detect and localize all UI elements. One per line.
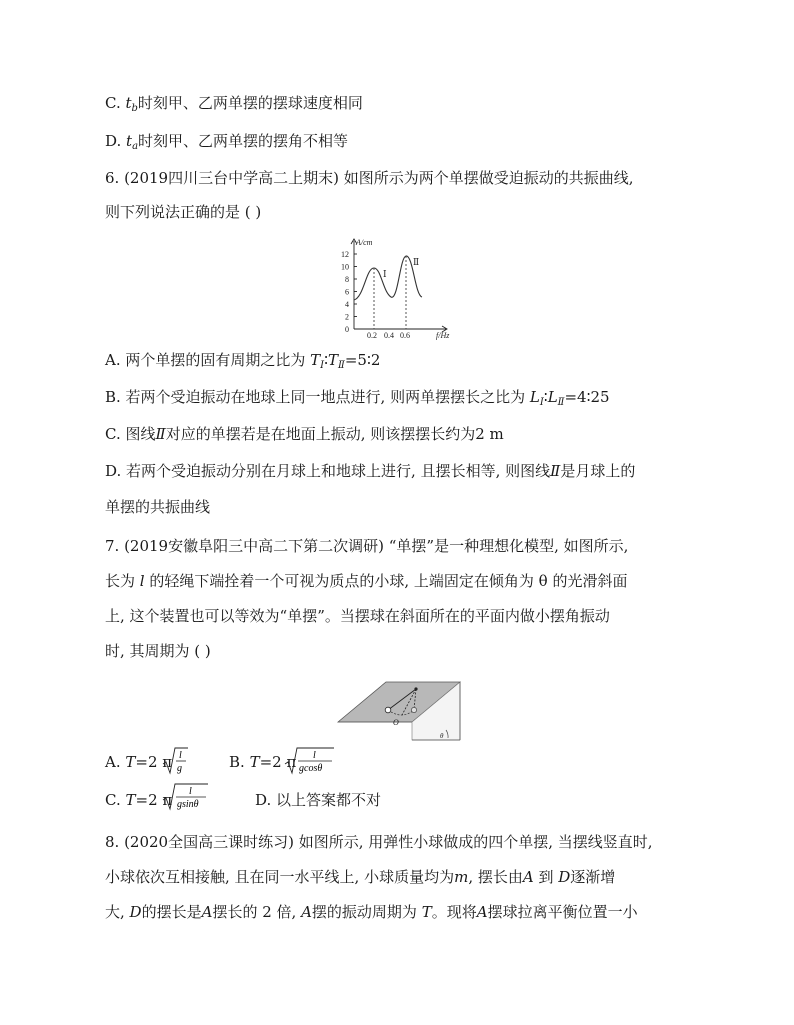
option-label: C. bbox=[105, 791, 126, 809]
pivot-point bbox=[414, 687, 417, 690]
stem-text: 的轻绳下端拴着一个可视为质点的小球, 上端固定在倾角为 θ 的光滑斜面 bbox=[144, 572, 628, 590]
y-tick-label: 10 bbox=[341, 262, 349, 272]
option-text: 时刻甲、乙两单摆的摆球速度相同 bbox=[137, 94, 363, 112]
subscript: Ⅰ bbox=[320, 360, 325, 371]
option-label: A. bbox=[105, 753, 126, 771]
subscript: a bbox=[132, 141, 139, 152]
var-t: T bbox=[310, 351, 321, 369]
var-t: t bbox=[125, 94, 132, 112]
formula-prefix: =2 π bbox=[259, 753, 297, 771]
option-label: B. bbox=[229, 753, 250, 771]
sqrt-formula-b bbox=[284, 746, 334, 776]
subscript: Ⅱ bbox=[338, 360, 345, 371]
formula-prefix: =2 π bbox=[135, 753, 173, 771]
stem-text: 到 bbox=[533, 868, 559, 886]
ball-ghost bbox=[411, 707, 416, 712]
var-d: D bbox=[129, 903, 142, 921]
option-text: B. 若两个受迫振动在地球上同一地点进行, 则两单摆摆长之比为 bbox=[105, 388, 530, 406]
x-tick-label: 0.2 bbox=[367, 331, 377, 340]
var-d: D bbox=[558, 868, 571, 886]
subscript: Ⅰ bbox=[539, 397, 544, 408]
var-a: A bbox=[201, 903, 213, 921]
ball bbox=[385, 707, 391, 713]
var-t: T bbox=[125, 753, 136, 771]
var-m: m bbox=[454, 868, 469, 886]
var-l: L bbox=[529, 388, 540, 406]
denominator: g bbox=[177, 763, 182, 774]
stem-text: 大, bbox=[105, 903, 130, 921]
option-text: =5∶2 bbox=[344, 351, 381, 369]
stem-text: 。现将 bbox=[431, 903, 477, 921]
stem-text: 的摆长是 bbox=[141, 903, 202, 921]
stem-text: 摆球拉离平衡位置一小 bbox=[487, 903, 638, 921]
stem-text: 摆长的 2 倍, bbox=[212, 903, 302, 921]
numerator: l bbox=[179, 750, 182, 761]
sqrt-formula-a bbox=[162, 746, 188, 776]
y-tick-label: 8 bbox=[345, 275, 349, 284]
q5-option-c bbox=[105, 93, 363, 119]
curve-label-1: Ⅰ bbox=[383, 269, 387, 279]
q7-stem-line-4: 时, 其周期为 ( ) bbox=[105, 642, 211, 660]
x-tick-label: 0.6 bbox=[400, 331, 410, 340]
option-label: D. bbox=[105, 132, 127, 150]
subscript: b bbox=[131, 103, 138, 114]
var-t: T bbox=[328, 351, 339, 369]
resonance-curve-figure bbox=[336, 237, 468, 343]
option-label: C. bbox=[105, 94, 126, 112]
q8-stem-line-3 bbox=[105, 902, 638, 922]
q7-stem-line-3: 上, 这个装置也可以等效为“单摆”。当摆球在斜面所在的平面内做小摆角振动 bbox=[105, 607, 610, 625]
stem-text: 摆的振动周期为 bbox=[311, 903, 422, 921]
q7-stem-line-2 bbox=[105, 571, 627, 591]
y-axis-label: A/cm bbox=[356, 238, 373, 247]
option-text: =4∶25 bbox=[564, 388, 610, 406]
stem-text: 长为 bbox=[105, 572, 140, 590]
option-text: 对应的单摆若是在地面上振动, 则该摆摆长约为2 m bbox=[165, 425, 504, 443]
y-tick-label: 12 bbox=[341, 250, 349, 259]
q8-stem-line-1: 8. (2020全国高三课时练习) 如图所示, 用弹性小球做成的四个单摆, 当摆线竖直时, bbox=[105, 833, 653, 851]
var-t: t bbox=[126, 132, 133, 150]
x-axis-label: f/Hz bbox=[436, 331, 450, 340]
y-tick-marks bbox=[354, 254, 357, 317]
point-o-label: O bbox=[393, 718, 399, 727]
q7-option-d: D. 以上答案都不对 bbox=[255, 791, 382, 809]
ratio-sign: ∶ bbox=[324, 351, 329, 369]
option-text: D. 若两个受迫振动分别在月球上和地球上进行, 且摆长相等, 则图线 bbox=[105, 462, 551, 480]
var-t: T bbox=[249, 753, 260, 771]
option-text: 时刻甲、乙两单摆的摆角不相等 bbox=[138, 132, 349, 150]
var-a: A bbox=[522, 868, 534, 886]
q6-option-c bbox=[105, 424, 504, 444]
q6-option-a bbox=[105, 350, 380, 376]
denominator: gsinθ bbox=[177, 799, 199, 810]
formula-prefix: =2 π bbox=[135, 791, 173, 809]
var-l: l bbox=[139, 572, 145, 590]
curve-label-2: Ⅱ bbox=[413, 257, 420, 267]
option-text: 是月球上的 bbox=[560, 462, 636, 480]
q6-option-d-line-1 bbox=[105, 461, 635, 481]
roman-numeral: Ⅱ bbox=[550, 462, 561, 480]
y-tick-label: 4 bbox=[345, 300, 349, 309]
var-a: A bbox=[476, 903, 488, 921]
denominator: gcosθ bbox=[299, 763, 323, 774]
x-tick-label: 0.4 bbox=[384, 331, 394, 340]
resonance-curves bbox=[354, 256, 422, 300]
y-tick-label: 0 bbox=[345, 325, 349, 334]
numerator: l bbox=[313, 750, 316, 761]
numerator: l bbox=[189, 786, 192, 797]
var-l: L bbox=[547, 388, 558, 406]
q6-option-b bbox=[105, 387, 610, 413]
incline-pendulum-figure bbox=[336, 680, 462, 744]
q8-stem-line-2 bbox=[105, 867, 615, 887]
ratio-sign: ∶ bbox=[543, 388, 548, 406]
stem-text: , 摆长由 bbox=[468, 868, 523, 886]
option-text: C. 图线 bbox=[105, 425, 156, 443]
option-text: A. 两个单摆的固有周期之比为 bbox=[105, 351, 311, 369]
y-tick-label: 6 bbox=[345, 287, 349, 297]
q6-option-d-line-2: 单摆的共振曲线 bbox=[105, 498, 211, 516]
sqrt-formula-c bbox=[162, 782, 208, 812]
q6-stem-line-2: 则下列说法正确的是 ( ) bbox=[105, 203, 262, 221]
roman-numeral: Ⅱ bbox=[155, 425, 166, 443]
var-a: A bbox=[301, 903, 312, 921]
q6-stem-line-1: 6. (2019四川三台中学高二上期末) 如图所示为两个单摆做受迫振动的共振曲线, bbox=[105, 169, 634, 187]
var-t: T bbox=[125, 791, 136, 809]
q5-option-d bbox=[105, 131, 348, 157]
q7-stem-line-1: 7. (2019安徽阜阳三中高二下第二次调研) “单摆”是一种理想化模型, 如图所示, bbox=[105, 537, 629, 555]
subscript: Ⅱ bbox=[557, 397, 565, 408]
y-tick-label: 2 bbox=[345, 312, 349, 322]
stem-text: 逐渐增 bbox=[570, 868, 616, 886]
stem-text: 小球依次互相接触, 且在同一水平线上, 小球质量均为 bbox=[105, 868, 455, 886]
var-t: T bbox=[421, 903, 432, 921]
angle-label: θ bbox=[440, 732, 444, 740]
